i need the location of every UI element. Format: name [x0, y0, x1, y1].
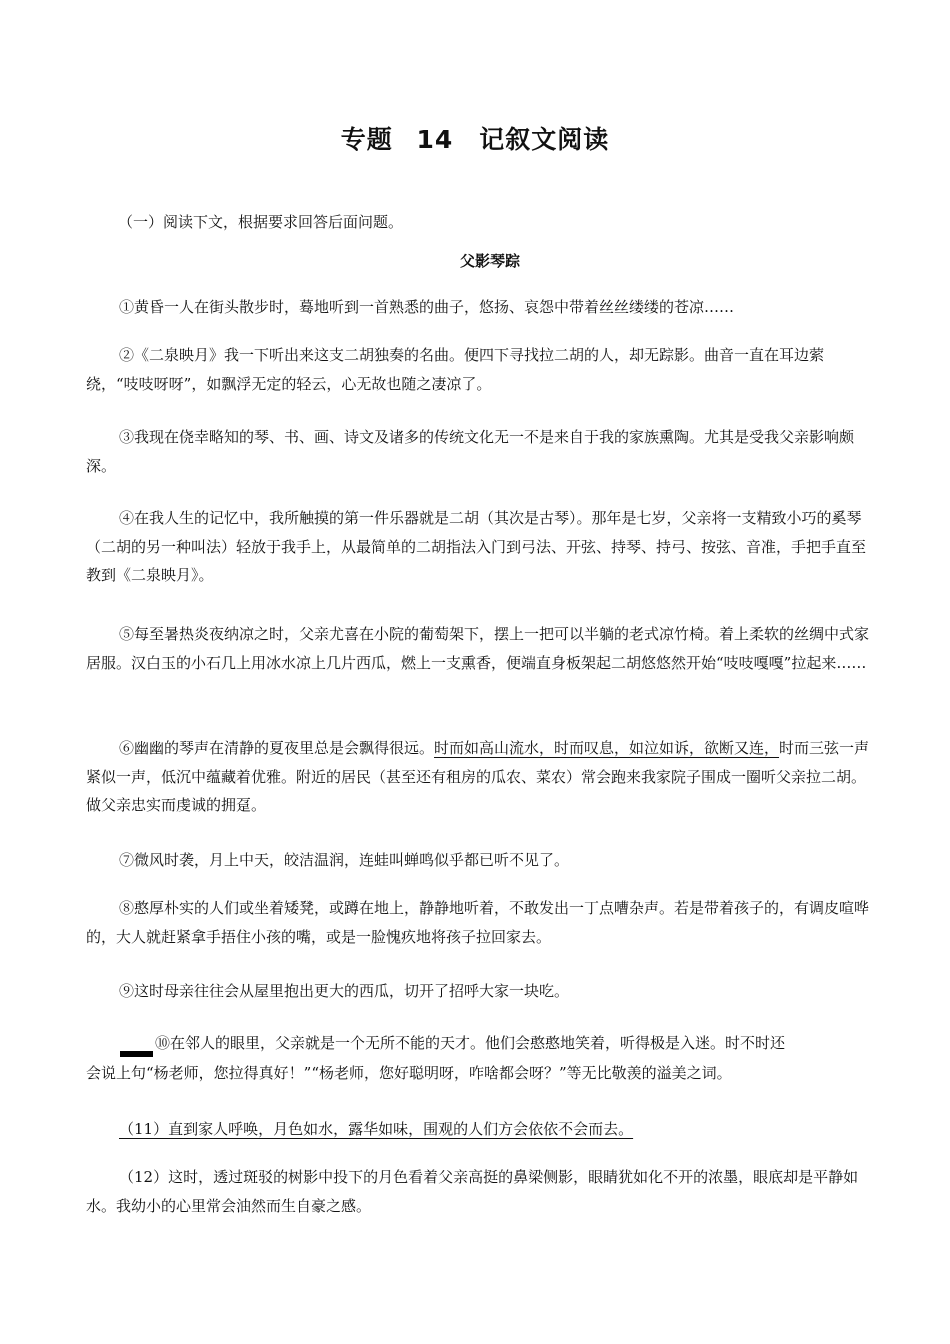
paragraph-2: ②《二泉映月》我一下听出来这支二胡独奏的名曲。便四下寻找拉二胡的人，却无踪影。曲音一直在耳边萦绕，“吱吱呀呀”，如飘浮无定的轻云，心无故也随之凄凉了。: [86, 346, 825, 393]
paragraph-10-line-2: 会说上句“杨老师，您拉得真好！”“杨老师，您好聪明呀，咋啥都会呀？”等无比敬羡的溢美之词。: [86, 1064, 732, 1082]
paragraph-5: ⑤每至暑热炎夜纳凉之时，父亲尤喜在小院的葡萄架下，摆上一把可以半躺的老式凉竹椅。着上柔软的丝绸中式家居服。汉白玉的小石几上用冰水凉上几片西瓜，燃上一支熏香，便端直身板架起二胡悠悠然开始“吱吱嘎嘎”拉起来……: [86, 625, 870, 672]
paragraph-6-text-a: ⑥幽幽的琴声在清静的夏夜里总是会飘得很远。: [119, 739, 435, 757]
paragraph-1: ①黄昏一人在街头散步时，蓦地听到一首熟悉的曲子，悠扬、哀怨中带着丝丝缕缕的苍凉……: [119, 298, 735, 316]
paragraph-6-text-b: 时而三弦一声紧似一声，低沉中蕴藏着优雅。附近的居民（甚至还有租房的瓜农、菜农）常会跑来我家院子围成一圈听父亲拉二胡。做父亲忠实而虔诚的拥趸。: [86, 739, 870, 814]
paragraph-11-underlined: （11）直到家人呼唤，月色如水，露华如味，围观的人们方会依依不会而去。: [119, 1120, 634, 1138]
paragraph-4: ④在我人生的记忆中，我所触摸的第一件乐器就是二胡（其次是古琴）。那年是七岁，父亲将一支精致小巧的奚琴（二胡的另一种叫法）轻放于我手上，从最简单的二胡指法入门到弓法、开弦、持琴、持弓、按弦、音准，手把手直至教到《二泉映月》。: [86, 509, 867, 584]
paragraph-6-underlined-sentence: 时而如高山流水，时而叹息，如泣如诉，欲断又连，: [434, 739, 780, 757]
paragraph-10: [86, 1028, 876, 1088]
paragraph-7: ⑦微风时袭，月上中天，皎洁温润，连蛙叫蝉鸣似乎都已听不见了。: [119, 851, 570, 869]
paragraph-10-line-1: ⑩在邻人的眼里，父亲就是一个无所不能的天才。他们会憨憨地笑着，听得极是入迷。时不时还: [155, 1034, 786, 1052]
story-title: 父影琴踪: [459, 252, 520, 270]
paragraph-12: （12）这时，透过斑驳的树影中投下的月色看着父亲高挺的鼻梁侧影，眼睛犹如化不开的浓墨，眼底却是平静如水。我幼小的心里常会油然而生自豪之感。: [86, 1168, 859, 1215]
paragraph-3: ③我现在侥幸略知的琴、书、画、诗文及诸多的传统文化无一不是来自于我的家族熏陶。尤其是受我父亲影响颇深。: [86, 428, 855, 475]
reading-instruction: （一）阅读下文，根据要求回答后面问题。: [118, 213, 404, 231]
paragraph-8: ⑧憨厚朴实的人们或坐着矮凳，或蹲在地上，静静地听着，不敢发出一丁点嘈杂声。若是带着孩子的，有调皮喧哗的，大人就赶紧拿手捂住小孩的嘴，或是一脸愧疚地将孩子拉回家去。: [86, 899, 870, 946]
paragraph-11: [86, 1115, 876, 1144]
paragraph-9: ⑨这时母亲往往会从屋里抱出更大的西瓜，切开了招呼大家一块吃。: [119, 982, 570, 1000]
page-title: 专题 14 记叙文阅读: [340, 125, 610, 154]
paragraph-6: [86, 734, 876, 820]
